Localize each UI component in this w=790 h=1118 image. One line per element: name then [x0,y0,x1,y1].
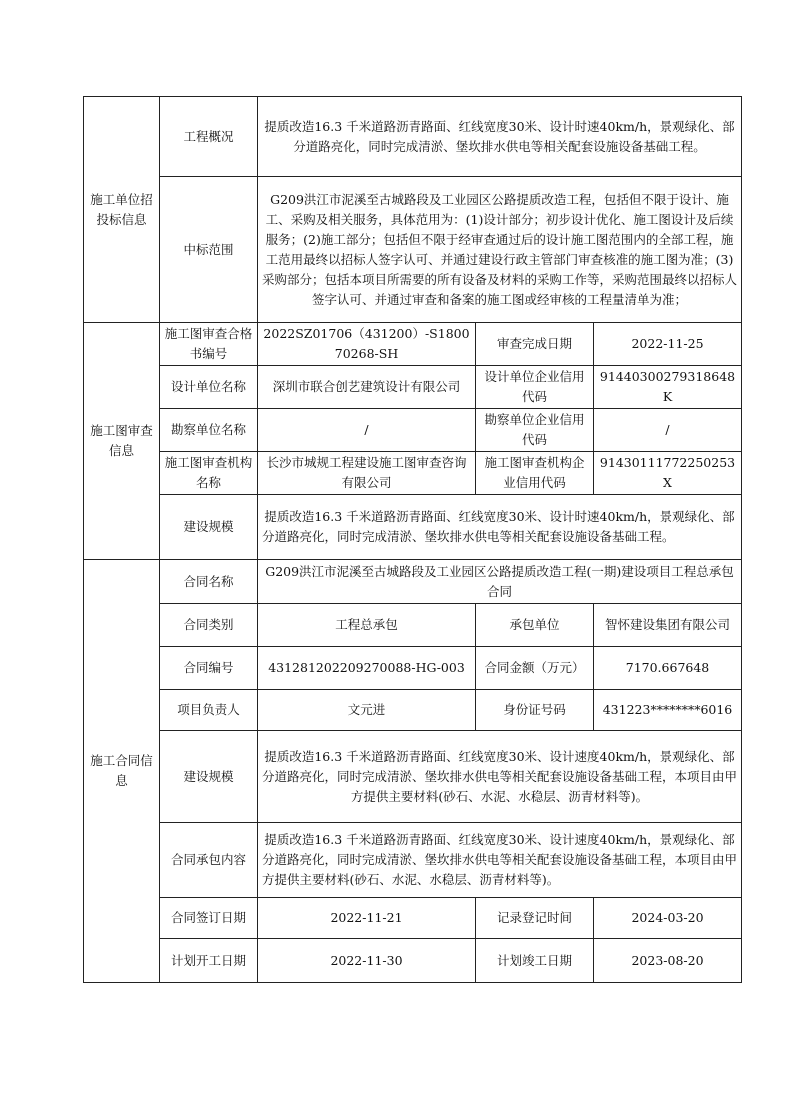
cert-no-value: 2022SZ01706（431200）-S180070268-SH [258,323,476,366]
table-row [84,366,742,409]
review-done-label: 审查完成日期 [476,323,594,366]
end-date-value: 2023-08-20 [594,939,742,983]
review-org-code-label: 施工图审查机构企业信用代码 [476,452,594,495]
record-time-label: 记录登记时间 [476,898,594,939]
contract-content-text: 提质改造16.3 千米道路沥青路面、红线宽度30米、设计速度40km/h，景观绿化、部分道路亮化，同时完成清淤、堡坎排水供电等相关配套设施设备基础工程，本项目由甲方提供主要材料(砂石、水泥、水稳层、沥青材料等)。 [258,823,742,898]
overview-label: 工程概况 [160,97,258,177]
section-review-label: 施工图审查信息 [84,323,160,560]
contract-name-label: 合同名称 [160,560,258,604]
design-code-label: 设计单位企业信用代码 [476,366,594,409]
table-row [84,452,742,495]
scope-text: G209洪江市泥溪至古城路段及工业园区公路提质改造工程，包括但不限于设计、施工、采购及相关服务，具体范用为：(1)设计部分；初步设计优化、施工图设计及后续服务；(2)施工部分；包括但不限于经审查通过后的设计施工图范围内的全部工程，施工范用最终以招标人签字认可、并通过建设行政主管部门审查核准的施工图为准；(3)采购部分；包括本项目所需要的所有设备及材料的采购工作等，采购范围最终以招标人签字认可、并通过审查和备案的施工图或经审核的工程量清单为准； [258,177,742,323]
review-org-code-value: 91430111772250253X [594,452,742,495]
survey-code-value: / [594,409,742,452]
section-bidding-label: 施工单位招投标信息 [84,97,160,323]
start-date-value: 2022-11-30 [258,939,476,983]
table-row [84,409,742,452]
scope-label: 中标范围 [160,177,258,323]
review-done-value: 2022-11-25 [594,323,742,366]
record-time-value: 2024-03-20 [594,898,742,939]
review-org-label: 施工图审查机构名称 [160,452,258,495]
survey-unit-value: / [258,409,476,452]
table-row [84,731,742,823]
contract-no-value: 431281202209270088-HG-003 [258,647,476,690]
design-unit-value: 深圳市联合创艺建筑设计有限公司 [258,366,476,409]
table-row [84,939,742,983]
table-row [84,898,742,939]
table-row [84,690,742,731]
contractor-value: 智怀建设集团有限公司 [594,604,742,647]
contract-amount-label: 合同金额（万元） [476,647,594,690]
end-date-label: 计划竣工日期 [476,939,594,983]
contract-type-value: 工程总承包 [258,604,476,647]
section-contract-label: 施工合同信息 [84,560,160,983]
table-row [84,97,742,177]
contract-scale-text: 提质改造16.3 千米道路沥青路面、红线宽度30米、设计速度40km/h，景观绿化、部分道路亮化，同时完成清淤、堡坎排水供电等相关配套设施设备基础工程，本项目由甲方提供主要材料(砂石、水泥、水稳层、沥青材料等)。 [258,731,742,823]
id-value: 431223********6016 [594,690,742,731]
contract-name-value: G209洪江市泥溪至古城路段及工业园区公路提质改造工程(一期)建设项目工程总承包合同 [258,560,742,604]
contract-content-label: 合同承包内容 [160,823,258,898]
survey-code-label: 勘察单位企业信用代码 [476,409,594,452]
manager-value: 文元进 [258,690,476,731]
manager-label: 项目负责人 [160,690,258,731]
review-org-value: 长沙市城规工程建设施工图审查咨询有限公司 [258,452,476,495]
survey-unit-label: 勘察单位名称 [160,409,258,452]
contract-scale-label: 建设规模 [160,731,258,823]
design-unit-label: 设计单位名称 [160,366,258,409]
contract-amount-value: 7170.667648 [594,647,742,690]
sign-date-value: 2022-11-21 [258,898,476,939]
sign-date-label: 合同签订日期 [160,898,258,939]
cert-no-label: 施工图审查合格书编号 [160,323,258,366]
table-row [84,495,742,560]
start-date-label: 计划开工日期 [160,939,258,983]
table-row [84,323,742,366]
contract-type-label: 合同类别 [160,604,258,647]
design-code-value: 91440300279318648K [594,366,742,409]
id-label: 身份证号码 [476,690,594,731]
table-row [84,647,742,690]
review-scale-text: 提质改造16.3 千米道路沥青路面、红线宽度30米、设计时速40km/h，景观绿化、部分道路亮化，同时完成清淤、堡坎排水供电等相关配套设施设备基础工程。 [258,495,742,560]
table-row [84,560,742,604]
contractor-label: 承包单位 [476,604,594,647]
table-row [84,604,742,647]
overview-text: 提质改造16.3 千米道路沥青路面、红线宽度30米、设计时速40km/h，景观绿化、部分道路亮化，同时完成清淤、堡坎排水供电等相关配套设施设备基础工程。 [258,97,742,177]
table-row [84,823,742,898]
contract-no-label: 合同编号 [160,647,258,690]
review-scale-label: 建设规模 [160,495,258,560]
table-row [84,177,742,323]
project-info-table [83,96,742,983]
